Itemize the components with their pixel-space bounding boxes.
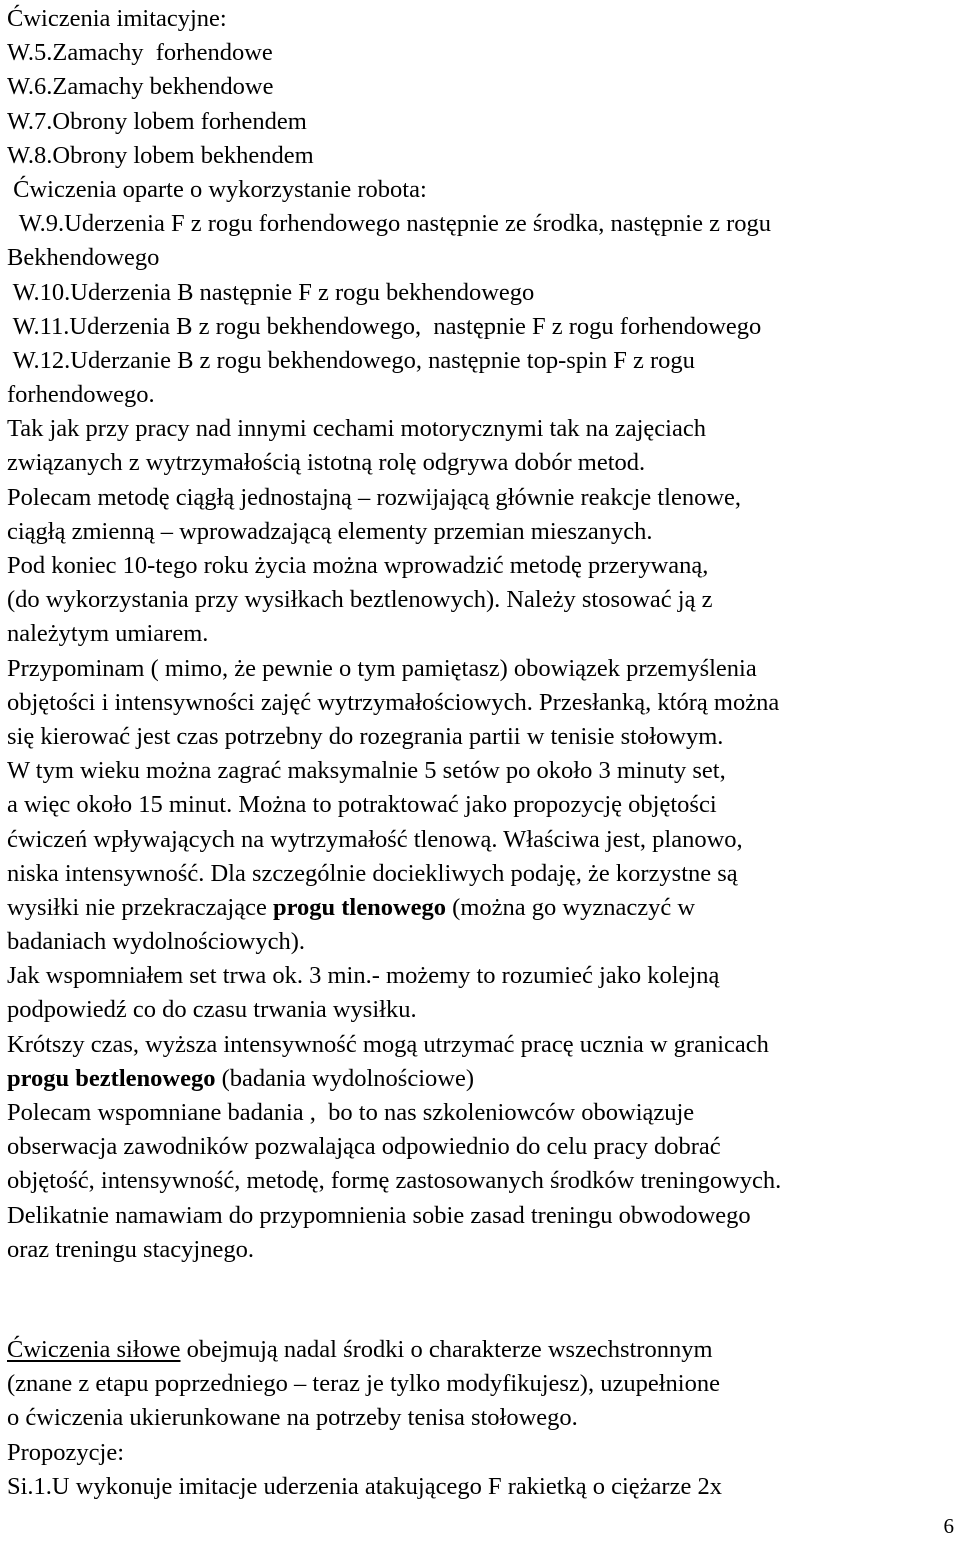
bold-term: progu beztlenowego (7, 1064, 216, 1092)
text-line (7, 412, 952, 446)
text-segment: Polecam metodę ciągłą jednostajną – rozwijającą głównie reakcje tlenowe, (7, 483, 742, 511)
text-line (7, 173, 952, 207)
text-segment: podpowiedź co do czasu trwania wysiłku. (7, 996, 417, 1024)
text-line (7, 891, 952, 925)
text-line (7, 1333, 952, 1367)
text-segment: o ćwiczenia ukierunkowane na potrzeby tenisa stołowego. (7, 1404, 578, 1432)
text-line (7, 993, 952, 1027)
text-line (7, 1436, 952, 1470)
text-line (7, 788, 952, 822)
text-segment: objętość, intensywność, metodę, formę zastosowanych środków treningowych. (7, 1167, 782, 1195)
text-line (7, 105, 952, 139)
page-number: 6 (943, 1514, 954, 1538)
document-body (7, 2, 952, 1504)
text-line (7, 857, 952, 891)
text-segment: objętości i intensywności zajęć wytrzymałościowych. Przesłanką, którą można (7, 688, 780, 716)
text-segment: (znane z etapu poprzedniego – teraz je tylko modyfikujesz), uzupełnione (7, 1370, 720, 1398)
text-line (7, 583, 952, 617)
text-line (7, 2, 952, 36)
text-line (7, 1028, 952, 1062)
text-segment: Pod koniec 10-tego roku życia można wprowadzić metodę przerywaną, (7, 552, 709, 579)
text-segment: W.11.Uderzenia B z rogu bekhendowego, następnie F z rogu forhendowego (7, 312, 762, 340)
text-line (7, 378, 952, 412)
underlined-heading: Ćwiczenia siłowe (7, 1335, 181, 1363)
text-line (7, 1096, 952, 1130)
text-segment: obejmują nadal środki o charakterze wszechstronnym (180, 1335, 713, 1363)
text-segment: Propozycje: (7, 1438, 125, 1466)
text-segment: Ćwiczenia imitacyjne: (7, 5, 227, 32)
text-line (7, 754, 952, 788)
text-line (7, 70, 952, 104)
text-segment: forhendowego. (7, 381, 155, 409)
text-line (7, 276, 952, 310)
text-line (7, 344, 952, 378)
text-segment: niska intensywność. Dla szczególnie dociekliwych podaję, że korzystne są (7, 859, 738, 887)
paragraph-gap (7, 1267, 952, 1333)
text-segment: W.6.Zamachy bekhendowe (7, 73, 274, 101)
text-segment: Jak wspomniałem set trwa ok. 3 min.- możemy to rozumieć jako kolejną (7, 962, 720, 990)
text-segment: W tym wieku można zagrać maksymalnie 5 setów po około 3 minuty set, (7, 757, 726, 785)
text-line (7, 515, 952, 549)
text-segment: W.10.Uderzenia B następnie F z rogu bekhendowego (7, 278, 535, 306)
text-line (7, 481, 952, 515)
text-segment: a więc około 15 minut. Można to potraktować jako propozycję objętości (7, 791, 717, 819)
text-line (7, 823, 952, 857)
text-line (7, 310, 952, 344)
text-line (7, 1130, 952, 1164)
text-segment: Tak jak przy pracy nad innymi cechami motorycznymi tak na zajęciach (7, 415, 706, 443)
text-segment: Delikatnie namawiam do przypomnienia sobie zasad treningu obwodowego (7, 1201, 751, 1229)
text-segment: badaniach wydolnościowych). (7, 928, 305, 956)
text-line (7, 1470, 952, 1504)
text-line (7, 1062, 952, 1096)
text-line (7, 207, 952, 241)
text-line (7, 925, 952, 959)
text-segment: się kierować jest czas potrzebny do rozegrania partii w tenisie stołowym. (7, 722, 724, 750)
text-segment: obserwacja zawodników pozwalająca odpowiednio do celu pracy dobrać (7, 1133, 721, 1161)
text-segment: oraz treningu stacyjnego. (7, 1235, 254, 1263)
text-line (7, 1199, 952, 1233)
text-block-exercises-and-endurance (7, 2, 952, 1267)
text-segment: Polecam wspomniane badania , bo to nas szkoleniowców obowiązuje (7, 1099, 695, 1126)
text-line (7, 686, 952, 720)
text-segment: wysiłki nie przekraczające (7, 893, 273, 921)
text-line (7, 959, 952, 993)
text-line (7, 1401, 952, 1435)
text-segment: (badania wydolnościowe) (215, 1064, 474, 1092)
text-line (7, 1233, 952, 1267)
text-line (7, 617, 952, 651)
text-segment: ćwiczeń wpływających na wytrzymałość tlenową. Właściwa jest, planowo, (7, 825, 743, 853)
text-line (7, 720, 952, 754)
text-segment: Bekhendowego (7, 244, 160, 272)
text-line (7, 652, 952, 686)
text-line (7, 1367, 952, 1401)
text-line (7, 241, 952, 275)
text-segment: W.5.Zamachy forhendowe (7, 39, 273, 67)
text-line (7, 36, 952, 70)
text-segment: Krótszy czas, wyższa intensywność mogą utrzymać pracę ucznia w granicach (7, 1030, 769, 1058)
text-segment: (można go wyznaczyć w (446, 893, 696, 921)
text-segment: Ćwiczenia oparte o wykorzystanie robota: (7, 175, 427, 203)
text-block-strength-exercises (7, 1333, 952, 1504)
text-line (7, 139, 952, 173)
text-segment: W.12.Uderzanie B z rogu bekhendowego, następnie top-spin F z rogu (7, 346, 695, 374)
text-line (7, 549, 952, 583)
text-segment: W.8.Obrony lobem bekhendem (7, 141, 314, 169)
text-segment: ciągłą zmienną – wprowadzającą elementy przemian mieszanych. (7, 517, 653, 545)
text-line (7, 1164, 952, 1198)
text-segment: związanych z wytrzymałością istotną rolę odgrywa dobór metod. (7, 449, 646, 477)
bold-term: progu tlenowego (272, 893, 447, 921)
text-line (7, 446, 952, 480)
text-segment: W.9.Uderzenia F z rogu forhendowego następnie ze środka, następnie z rogu (7, 210, 772, 238)
text-segment: (do wykorzystania przy wysiłkach beztlenowych). Należy stosować ją z (7, 586, 713, 614)
text-segment: W.7.Obrony lobem forhendem (7, 107, 307, 135)
text-segment: należytym umiarem. (7, 620, 209, 648)
text-segment: Si.1.U wykonuje imitacje uderzenia atakującego F rakietką o ciężarze 2x (7, 1472, 722, 1500)
text-segment: Przypominam ( mimo, że pewnie o tym pamiętasz) obowiązek przemyślenia (7, 654, 757, 682)
